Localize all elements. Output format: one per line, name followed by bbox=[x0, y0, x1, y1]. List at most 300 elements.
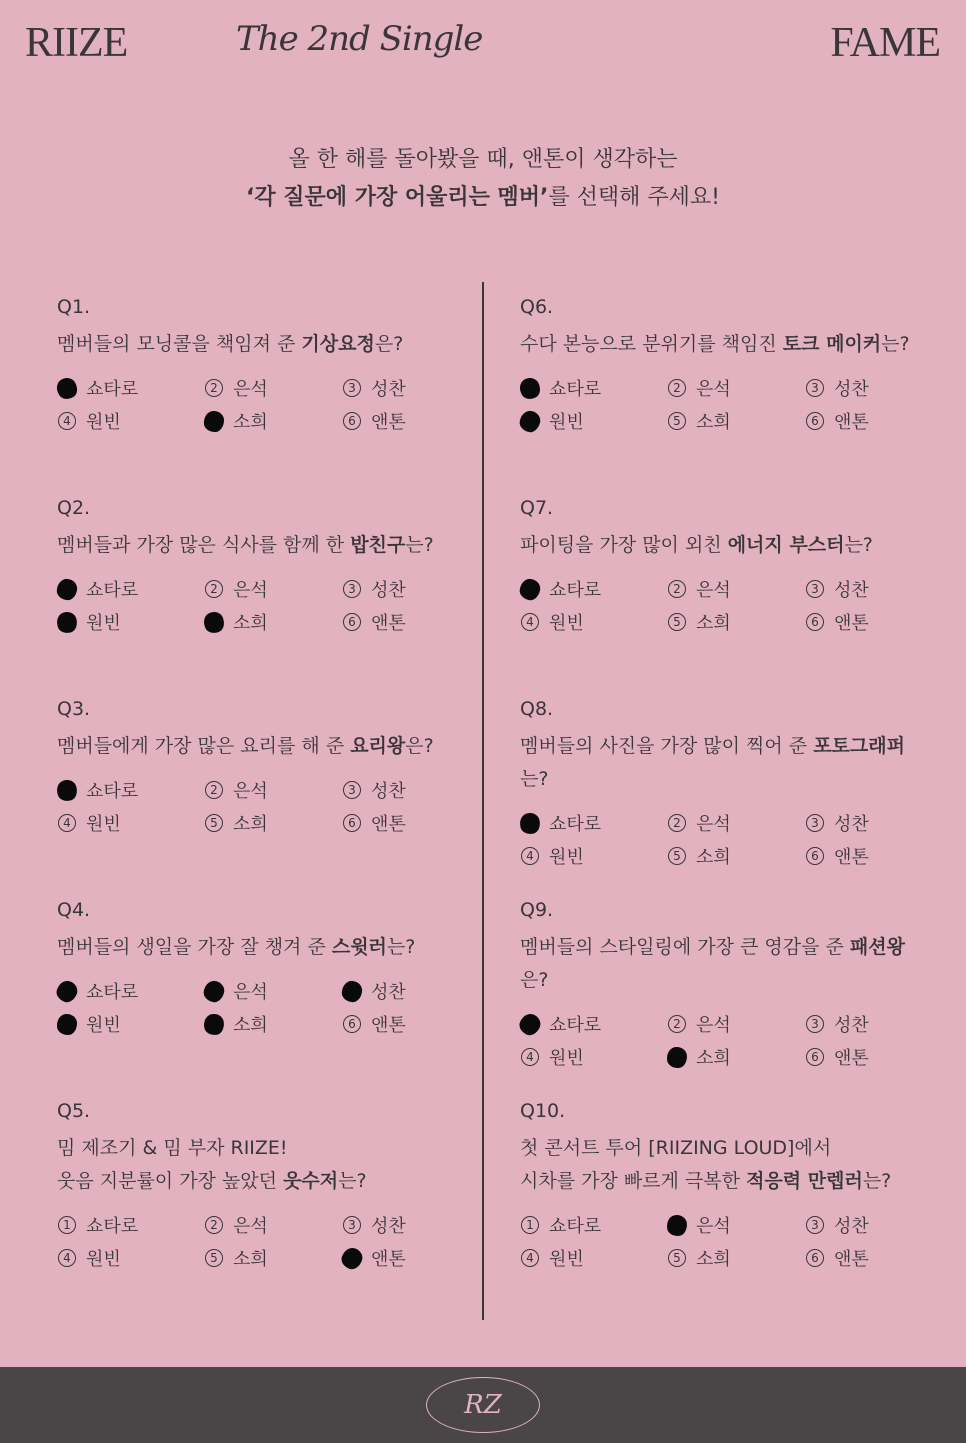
question-text bbox=[57, 328, 457, 361]
option-mark bbox=[805, 1215, 825, 1235]
option-mark bbox=[667, 378, 687, 398]
option-mark bbox=[667, 813, 687, 833]
option-label: 은석 bbox=[233, 781, 268, 802]
option-number-icon: 6 bbox=[806, 613, 824, 631]
ink-blot-icon bbox=[518, 577, 542, 602]
option-label: 원빈 bbox=[549, 1249, 584, 1270]
option-2[interactable] bbox=[667, 1212, 731, 1238]
option-3[interactable] bbox=[342, 576, 406, 602]
question-number: Q5. bbox=[57, 1100, 91, 1122]
option-label: 은석 bbox=[696, 1216, 731, 1237]
option-label: 쇼타로 bbox=[549, 379, 602, 400]
option-mark bbox=[805, 1047, 825, 1067]
option-mark bbox=[520, 1215, 540, 1235]
question-text-pre: 멤버들의 사진을 가장 많이 찍어 준 bbox=[520, 735, 814, 757]
selected-mark-icon bbox=[204, 1014, 224, 1034]
option-6[interactable] bbox=[342, 408, 406, 434]
options bbox=[57, 1212, 457, 1282]
option-number-icon: 3 bbox=[806, 1216, 824, 1234]
question-1 bbox=[57, 296, 457, 445]
option-number-icon: 3 bbox=[343, 379, 361, 397]
option-mark bbox=[805, 411, 825, 431]
selected-mark-icon bbox=[204, 612, 224, 632]
option-label: 성찬 bbox=[834, 1216, 869, 1237]
option-1[interactable] bbox=[520, 1011, 601, 1037]
option-label: 은석 bbox=[696, 379, 731, 400]
option-3[interactable] bbox=[342, 978, 406, 1004]
intro-line-1: 올 한 해를 돌아봤을 때, 앤톤이 생각하는 bbox=[288, 147, 678, 172]
option-number-icon: 3 bbox=[806, 814, 824, 832]
option-mark bbox=[805, 1014, 825, 1034]
question-text-pre: 멤버들에게 가장 많은 요리를 해 준 bbox=[57, 735, 351, 757]
option-4[interactable] bbox=[57, 1011, 121, 1037]
question-text-pre: 멤버들의 스타일링에 가장 큰 영감을 준 bbox=[520, 936, 850, 958]
options bbox=[520, 1212, 920, 1282]
option-number-icon: 4 bbox=[521, 1249, 539, 1267]
options bbox=[520, 810, 920, 880]
selected-mark-icon bbox=[57, 780, 77, 800]
option-mark bbox=[520, 846, 540, 866]
option-label: 소희 bbox=[233, 412, 268, 433]
selected-mark-icon bbox=[342, 1248, 362, 1268]
option-6[interactable] bbox=[805, 609, 869, 635]
question-number: Q1. bbox=[57, 296, 91, 318]
option-mark bbox=[667, 612, 687, 632]
question-text-pre: 웃음 지분률이 가장 높았던 bbox=[57, 1170, 284, 1192]
question-text bbox=[520, 730, 920, 796]
option-6[interactable] bbox=[805, 1245, 869, 1271]
option-mark bbox=[204, 1215, 224, 1235]
option-mark bbox=[805, 813, 825, 833]
question-keyword: 요리왕 bbox=[350, 735, 406, 757]
option-6[interactable] bbox=[342, 609, 406, 635]
option-label: 쇼타로 bbox=[86, 379, 139, 400]
option-mark bbox=[805, 846, 825, 866]
question-text bbox=[520, 1132, 920, 1165]
option-label: 성찬 bbox=[834, 814, 869, 835]
logo-text: RZ bbox=[464, 1390, 502, 1420]
option-mark bbox=[342, 1014, 362, 1034]
option-5[interactable] bbox=[204, 810, 268, 836]
option-label: 은석 bbox=[233, 379, 268, 400]
options bbox=[57, 777, 457, 847]
option-number-icon: 3 bbox=[806, 379, 824, 397]
option-mark bbox=[342, 411, 362, 431]
option-6[interactable] bbox=[342, 810, 406, 836]
option-label: 쇼타로 bbox=[86, 1216, 139, 1237]
option-label: 소희 bbox=[233, 1015, 268, 1036]
option-label: 성찬 bbox=[371, 580, 406, 601]
option-4[interactable] bbox=[520, 609, 584, 635]
question-keyword: 적응력 만렙러 bbox=[746, 1170, 863, 1192]
ink-blot-icon bbox=[516, 374, 543, 401]
option-5[interactable] bbox=[667, 609, 731, 635]
question-text-pre: 시차를 가장 빠르게 극복한 bbox=[520, 1170, 747, 1192]
options bbox=[57, 978, 457, 1048]
selected-mark-icon bbox=[520, 1014, 540, 1034]
options bbox=[520, 576, 920, 646]
question-keyword: 포토그래퍼 bbox=[813, 735, 905, 757]
option-label: 은석 bbox=[233, 580, 268, 601]
column-divider bbox=[482, 282, 484, 1320]
option-label: 성찬 bbox=[371, 379, 406, 400]
option-1[interactable] bbox=[520, 375, 601, 401]
selected-mark-icon bbox=[520, 579, 540, 599]
option-mark bbox=[520, 1248, 540, 1268]
option-number-icon: 4 bbox=[58, 412, 76, 430]
option-label: 앤톤 bbox=[371, 1015, 406, 1036]
option-label: 소희 bbox=[696, 613, 731, 634]
option-5[interactable] bbox=[204, 1011, 268, 1037]
option-label: 원빈 bbox=[549, 412, 584, 433]
question-number: Q6. bbox=[520, 296, 554, 318]
option-6[interactable] bbox=[342, 1245, 406, 1271]
options bbox=[520, 1011, 920, 1081]
footer-logo bbox=[426, 1377, 540, 1433]
selected-mark-icon bbox=[520, 813, 540, 833]
option-mark bbox=[520, 612, 540, 632]
option-number-icon: 4 bbox=[521, 613, 539, 631]
question-10 bbox=[520, 1100, 920, 1282]
option-2[interactable] bbox=[204, 1212, 268, 1238]
question-text-post: 는? bbox=[405, 534, 434, 556]
option-6[interactable] bbox=[805, 843, 869, 869]
option-label: 소희 bbox=[696, 1048, 731, 1069]
option-mark bbox=[57, 1248, 77, 1268]
options bbox=[520, 375, 920, 445]
option-mark bbox=[667, 846, 687, 866]
option-1[interactable] bbox=[57, 375, 138, 401]
option-4[interactable] bbox=[57, 1245, 121, 1271]
option-2[interactable] bbox=[204, 777, 268, 803]
option-label: 은석 bbox=[233, 1216, 268, 1237]
question-text-pre: 멤버들과 가장 많은 식사를 함께 한 bbox=[57, 534, 351, 556]
question-text bbox=[520, 529, 920, 562]
option-label: 원빈 bbox=[549, 1048, 584, 1069]
option-mark bbox=[342, 579, 362, 599]
ink-blot-icon bbox=[56, 577, 78, 600]
option-1[interactable] bbox=[520, 1212, 601, 1238]
question-5 bbox=[57, 1100, 457, 1282]
option-label: 앤톤 bbox=[834, 1249, 869, 1270]
option-2[interactable] bbox=[204, 375, 268, 401]
option-number-icon: 5 bbox=[668, 613, 686, 631]
ink-blot-icon bbox=[341, 979, 363, 1002]
footer-bar bbox=[0, 1367, 966, 1443]
option-label: 앤톤 bbox=[371, 1249, 406, 1270]
option-number-icon: 5 bbox=[205, 1249, 223, 1267]
option-mark bbox=[805, 612, 825, 632]
option-number-icon: 3 bbox=[343, 781, 361, 799]
header-brand-right: FAME bbox=[830, 20, 940, 66]
question-number: Q7. bbox=[520, 497, 554, 519]
ink-blot-icon bbox=[201, 609, 227, 636]
question-text-pre: 첫 콘서트 투어 [RIIZING LOUD]에서 bbox=[520, 1137, 832, 1159]
question-text bbox=[57, 730, 457, 763]
question-keyword: 에너지 부스터 bbox=[727, 534, 845, 556]
ink-blot-icon bbox=[339, 1244, 366, 1271]
option-mark bbox=[204, 780, 224, 800]
option-label: 원빈 bbox=[86, 412, 121, 433]
option-label: 은석 bbox=[696, 814, 731, 835]
option-mark bbox=[667, 411, 687, 431]
option-3[interactable] bbox=[342, 1212, 406, 1238]
option-number-icon: 2 bbox=[668, 814, 686, 832]
option-mark bbox=[342, 1215, 362, 1235]
question-text-pre: 멤버들의 모닝콜을 책임져 준 bbox=[57, 333, 302, 355]
option-label: 은석 bbox=[696, 580, 731, 601]
option-label: 쇼타로 bbox=[549, 1015, 602, 1036]
question-4 bbox=[57, 899, 457, 1048]
question-text-post: 은? bbox=[405, 735, 434, 757]
option-label: 성찬 bbox=[834, 379, 869, 400]
option-3[interactable] bbox=[342, 777, 406, 803]
option-5[interactable] bbox=[667, 1044, 731, 1070]
question-text bbox=[57, 529, 457, 562]
question-text bbox=[57, 1165, 457, 1198]
selected-mark-icon bbox=[57, 612, 77, 632]
option-4[interactable] bbox=[520, 1044, 584, 1070]
options bbox=[57, 576, 457, 646]
question-number: Q3. bbox=[57, 698, 91, 720]
option-number-icon: 2 bbox=[205, 379, 223, 397]
option-number-icon: 4 bbox=[521, 847, 539, 865]
option-1[interactable] bbox=[57, 978, 138, 1004]
option-label: 소희 bbox=[696, 412, 731, 433]
option-4[interactable] bbox=[57, 810, 121, 836]
option-mark bbox=[667, 1248, 687, 1268]
option-number-icon: 3 bbox=[343, 1216, 361, 1234]
ink-blot-icon bbox=[204, 410, 225, 432]
option-1[interactable] bbox=[57, 1212, 138, 1238]
question-text-post: 은? bbox=[520, 969, 549, 991]
option-mark bbox=[805, 579, 825, 599]
option-1[interactable] bbox=[57, 576, 138, 602]
question-number: Q10. bbox=[520, 1100, 566, 1122]
selected-mark-icon bbox=[342, 981, 362, 1001]
option-5[interactable] bbox=[667, 843, 731, 869]
question-keyword: 패션왕 bbox=[849, 936, 905, 958]
option-mark bbox=[342, 780, 362, 800]
option-5[interactable] bbox=[204, 609, 268, 635]
selected-mark-icon bbox=[57, 981, 77, 1001]
option-5[interactable] bbox=[667, 408, 731, 434]
option-number-icon: 6 bbox=[343, 412, 361, 430]
option-6[interactable] bbox=[342, 1011, 406, 1037]
selected-mark-icon bbox=[520, 411, 540, 431]
ink-blot-icon bbox=[518, 811, 542, 835]
option-label: 원빈 bbox=[549, 847, 584, 868]
option-label: 소희 bbox=[696, 1249, 731, 1270]
option-mark bbox=[342, 612, 362, 632]
option-label: 쇼타로 bbox=[86, 982, 139, 1003]
question-number: Q8. bbox=[520, 698, 554, 720]
option-4[interactable] bbox=[57, 408, 121, 434]
option-number-icon: 2 bbox=[668, 580, 686, 598]
option-label: 앤톤 bbox=[834, 1048, 869, 1069]
question-keyword: 기상요정 bbox=[301, 333, 375, 355]
option-3[interactable] bbox=[805, 810, 869, 836]
option-label: 쇼타로 bbox=[549, 580, 602, 601]
question-text-pre: 파이팅을 가장 많이 외친 bbox=[520, 534, 728, 556]
question-9 bbox=[520, 899, 920, 1081]
option-4[interactable] bbox=[520, 408, 584, 434]
question-keyword: 스윗러 bbox=[331, 936, 387, 958]
option-number-icon: 6 bbox=[806, 1249, 824, 1267]
ink-blot-icon bbox=[57, 1014, 77, 1035]
option-4[interactable] bbox=[520, 1245, 584, 1271]
option-label: 앤톤 bbox=[371, 814, 406, 835]
option-number-icon: 5 bbox=[205, 814, 223, 832]
option-mark bbox=[204, 1248, 224, 1268]
option-label: 쇼타로 bbox=[86, 781, 139, 802]
option-mark bbox=[667, 1014, 687, 1034]
option-mark bbox=[342, 378, 362, 398]
question-text bbox=[520, 1165, 920, 1198]
ink-blot-icon bbox=[203, 1012, 225, 1035]
option-number-icon: 6 bbox=[343, 814, 361, 832]
option-5[interactable] bbox=[204, 1245, 268, 1271]
option-3[interactable] bbox=[805, 576, 869, 602]
question-text bbox=[520, 328, 920, 361]
option-label: 소희 bbox=[233, 613, 268, 634]
option-label: 원빈 bbox=[549, 613, 584, 634]
selected-mark-icon bbox=[57, 579, 77, 599]
option-label: 성찬 bbox=[371, 982, 406, 1003]
selected-mark-icon bbox=[57, 1014, 77, 1034]
option-mark bbox=[57, 411, 77, 431]
option-3[interactable] bbox=[805, 1011, 869, 1037]
option-number-icon: 4 bbox=[521, 1048, 539, 1066]
option-number-icon: 5 bbox=[668, 847, 686, 865]
option-number-icon: 2 bbox=[205, 781, 223, 799]
option-label: 은석 bbox=[696, 1015, 731, 1036]
question-text-pre: 밈 제조기 & 밈 부자 RIIZE! bbox=[57, 1137, 288, 1159]
option-3[interactable] bbox=[805, 375, 869, 401]
option-6[interactable] bbox=[805, 408, 869, 434]
option-number-icon: 6 bbox=[806, 847, 824, 865]
option-2[interactable] bbox=[667, 1011, 731, 1037]
question-text-post: 는? bbox=[881, 333, 910, 355]
option-number-icon: 3 bbox=[343, 580, 361, 598]
option-number-icon: 6 bbox=[343, 1015, 361, 1033]
option-2[interactable] bbox=[204, 576, 268, 602]
ink-blot-icon bbox=[518, 408, 542, 433]
question-text-post: 는? bbox=[844, 534, 873, 556]
selected-mark-icon bbox=[204, 981, 224, 1001]
option-2[interactable] bbox=[667, 375, 731, 401]
question-text-post: 는? bbox=[338, 1170, 367, 1192]
option-number-icon: 4 bbox=[58, 1249, 76, 1267]
question-text-post: 는? bbox=[386, 936, 416, 958]
option-label: 원빈 bbox=[86, 1015, 121, 1036]
option-label: 성찬 bbox=[371, 781, 406, 802]
option-label: 원빈 bbox=[86, 613, 121, 634]
option-number-icon: 2 bbox=[205, 1216, 223, 1234]
option-mark bbox=[805, 1248, 825, 1268]
option-1[interactable] bbox=[520, 576, 601, 602]
question-3 bbox=[57, 698, 457, 847]
question-text-post: 는? bbox=[862, 1170, 892, 1192]
option-6[interactable] bbox=[805, 1044, 869, 1070]
selected-mark-icon bbox=[667, 1215, 687, 1235]
option-label: 성찬 bbox=[834, 1015, 869, 1036]
question-number: Q9. bbox=[520, 899, 554, 921]
option-3[interactable] bbox=[805, 1212, 869, 1238]
question-text bbox=[520, 931, 920, 997]
option-number-icon: 2 bbox=[668, 379, 686, 397]
option-3[interactable] bbox=[342, 375, 406, 401]
option-2[interactable] bbox=[667, 810, 731, 836]
option-mark bbox=[520, 1047, 540, 1067]
question-2 bbox=[57, 497, 457, 646]
selected-mark-icon bbox=[204, 411, 224, 431]
header-brand-left: RIIZE bbox=[25, 20, 128, 66]
option-number-icon: 6 bbox=[806, 1048, 824, 1066]
question-7 bbox=[520, 497, 920, 646]
option-label: 앤톤 bbox=[834, 412, 869, 433]
question-text-post: 는? bbox=[520, 768, 549, 790]
option-number-icon: 2 bbox=[668, 1015, 686, 1033]
question-number: Q4. bbox=[57, 899, 91, 921]
option-label: 앤톤 bbox=[834, 613, 869, 634]
option-label: 소희 bbox=[233, 814, 268, 835]
ink-blot-icon bbox=[516, 1010, 543, 1038]
question-text-pre: 수다 본능으로 분위기를 책임진 bbox=[520, 333, 783, 355]
option-label: 원빈 bbox=[86, 1249, 121, 1270]
option-4[interactable] bbox=[520, 843, 584, 869]
option-mark bbox=[57, 1215, 77, 1235]
option-mark bbox=[342, 813, 362, 833]
option-2[interactable] bbox=[667, 576, 731, 602]
options bbox=[57, 375, 457, 445]
option-1[interactable] bbox=[57, 777, 138, 803]
option-label: 앤톤 bbox=[371, 613, 406, 634]
option-number-icon: 3 bbox=[806, 1015, 824, 1033]
option-label: 원빈 bbox=[86, 814, 121, 835]
option-label: 앤톤 bbox=[371, 412, 406, 433]
ink-blot-icon bbox=[666, 1214, 687, 1236]
intro-emphasis: ‘각 질문에 가장 어울리는 멤버’ bbox=[246, 185, 549, 210]
question-6 bbox=[520, 296, 920, 445]
question-keyword: 토크 메이커 bbox=[782, 333, 882, 355]
option-label: 앤톤 bbox=[834, 847, 869, 868]
option-number-icon: 5 bbox=[668, 1249, 686, 1267]
option-2[interactable] bbox=[204, 978, 268, 1004]
ink-blot-icon bbox=[202, 978, 226, 1003]
ink-blot-icon bbox=[54, 777, 79, 803]
option-1[interactable] bbox=[520, 810, 601, 836]
ink-blot-icon bbox=[55, 609, 79, 634]
intro-rest: 를 선택해 주세요! bbox=[548, 185, 720, 210]
option-5[interactable] bbox=[667, 1245, 731, 1271]
option-label: 소희 bbox=[696, 847, 731, 868]
option-number-icon: 6 bbox=[806, 412, 824, 430]
option-mark bbox=[204, 813, 224, 833]
option-4[interactable] bbox=[57, 609, 121, 635]
option-number-icon: 5 bbox=[668, 412, 686, 430]
option-5[interactable] bbox=[204, 408, 268, 434]
selected-mark-icon bbox=[667, 1047, 687, 1067]
question-keyword: 밥친구 bbox=[350, 534, 406, 556]
question-keyword: 웃수저 bbox=[283, 1170, 339, 1192]
option-mark bbox=[204, 579, 224, 599]
ink-blot-icon bbox=[54, 978, 80, 1005]
question-text-post: 은? bbox=[374, 333, 404, 355]
option-number-icon: 1 bbox=[521, 1216, 539, 1234]
option-number-icon: 1 bbox=[58, 1216, 76, 1234]
option-mark bbox=[204, 378, 224, 398]
